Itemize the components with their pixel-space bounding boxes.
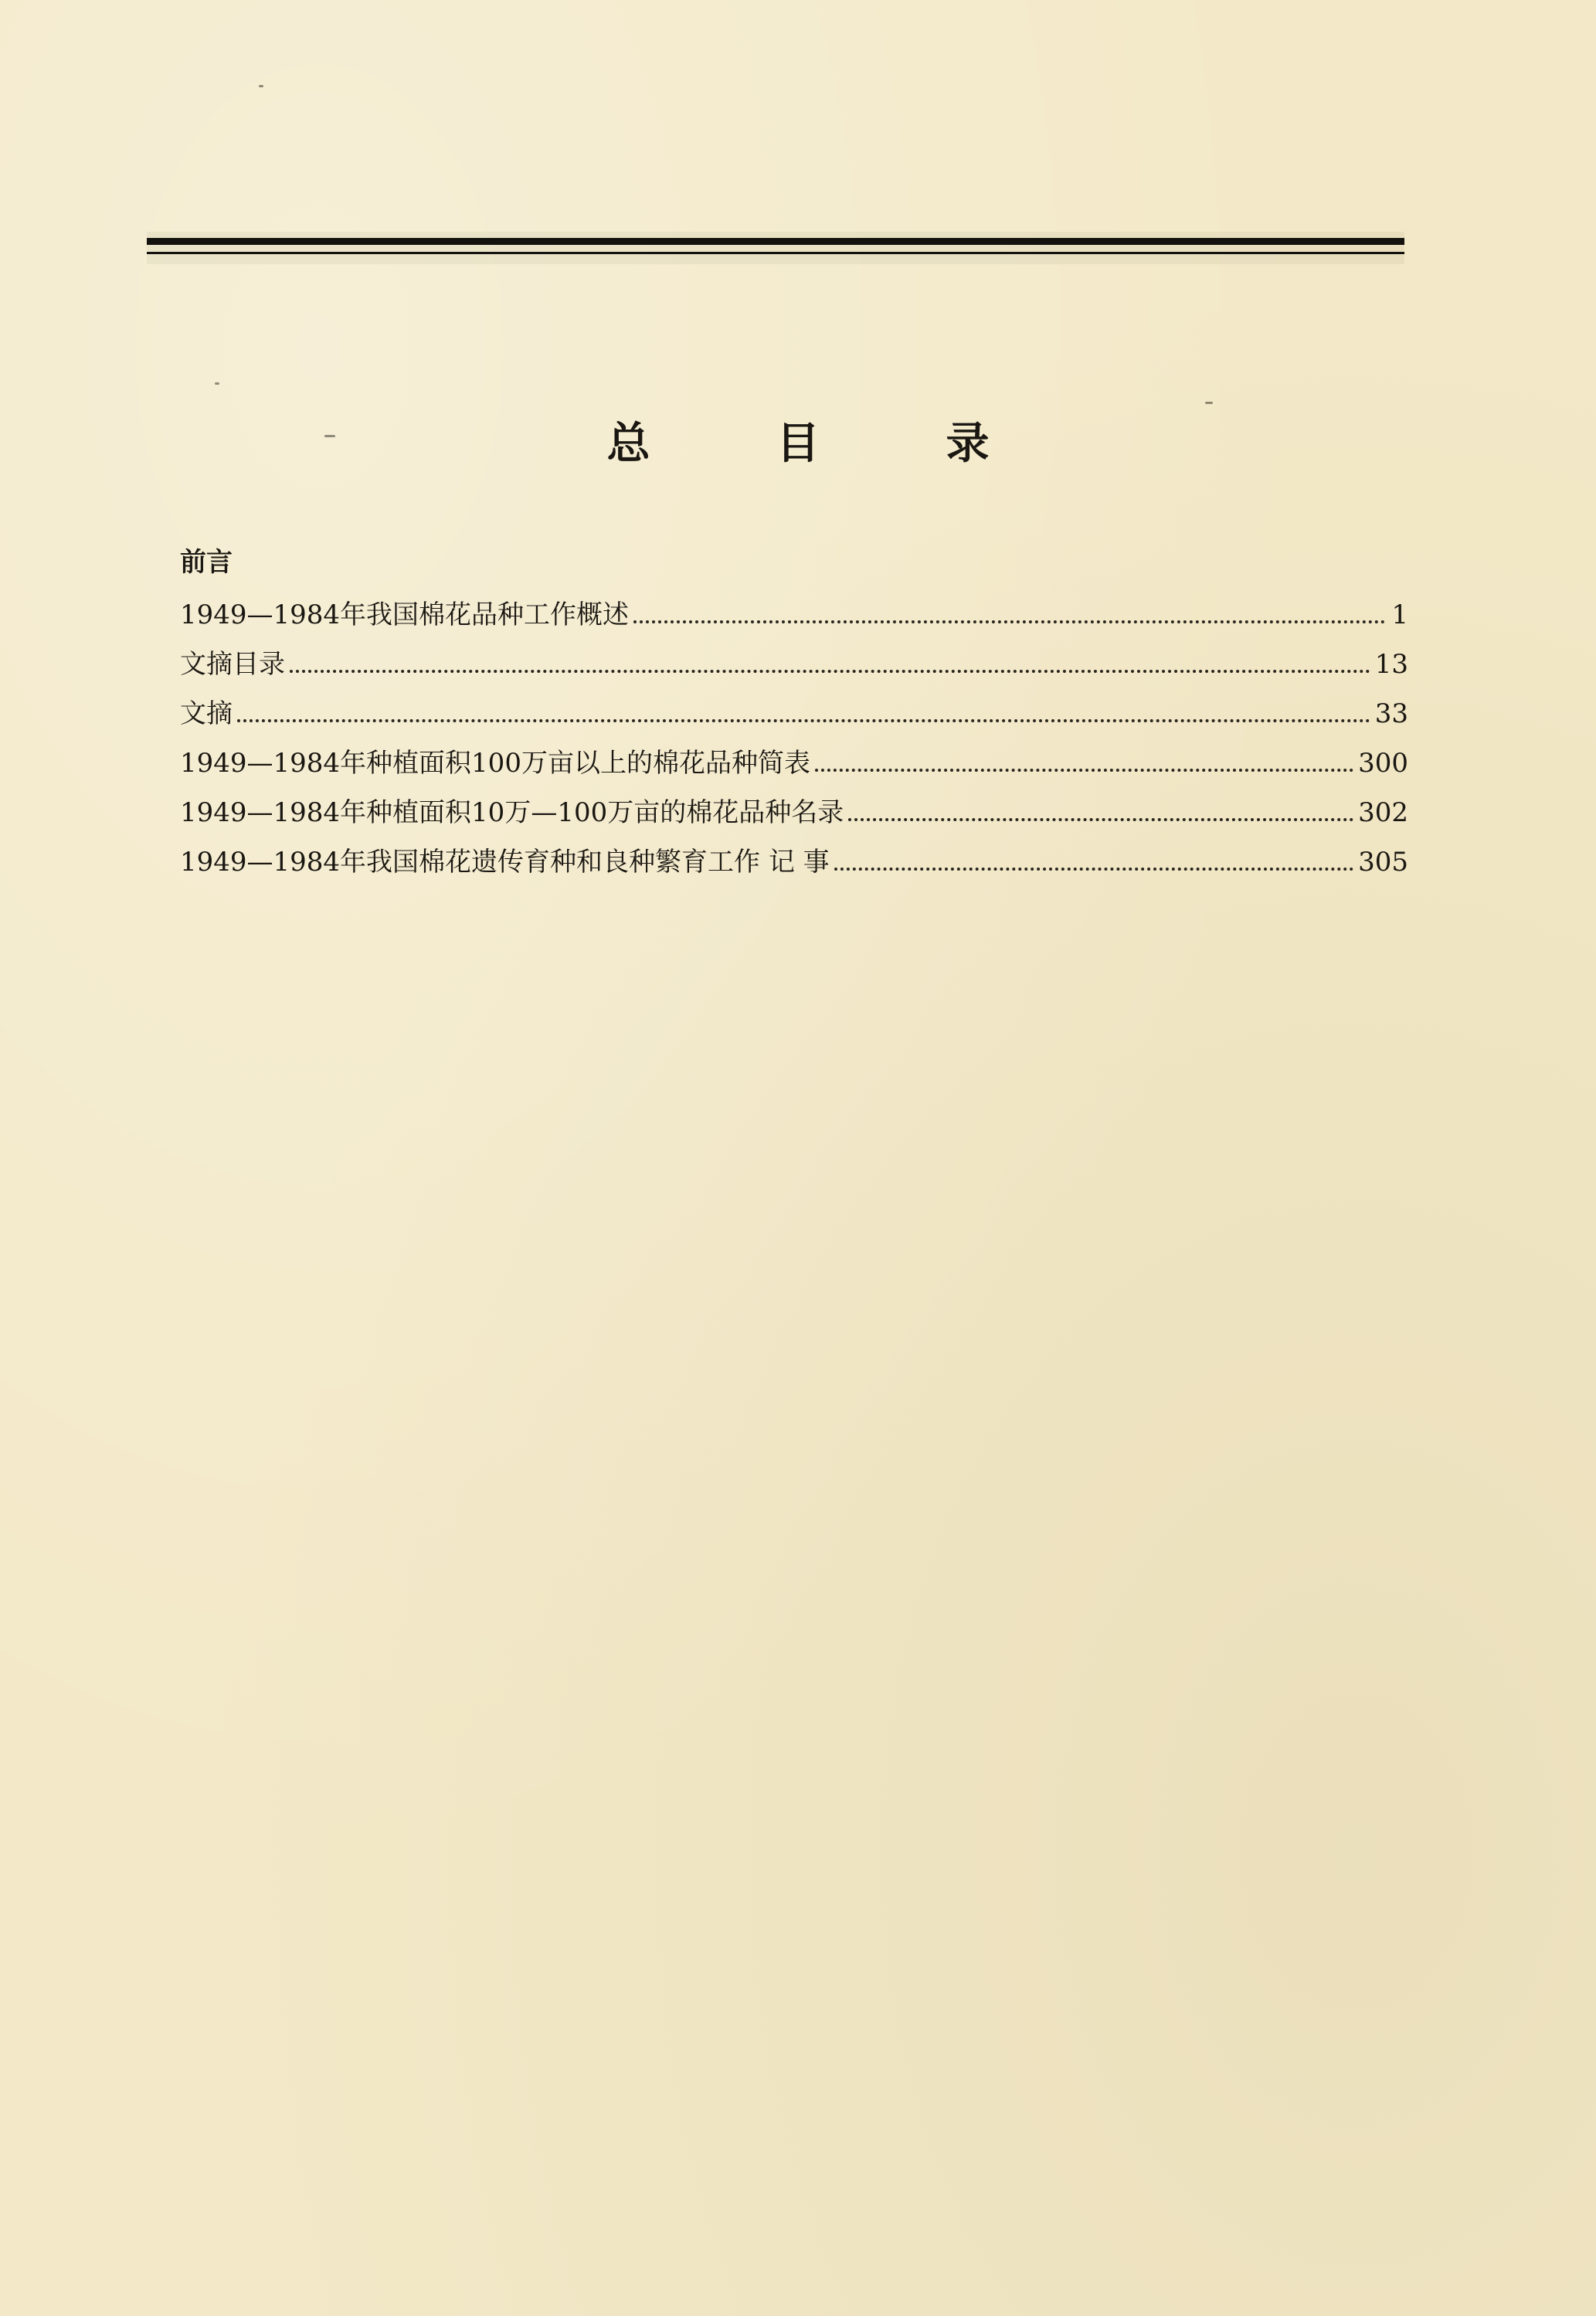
- rule-thick-line: [147, 238, 1404, 245]
- rule-shadow: [147, 232, 1404, 264]
- toc-entry-page: 13: [1374, 649, 1408, 680]
- paper-speck: [259, 85, 263, 87]
- toc-entry-label: 文摘目录: [180, 649, 285, 680]
- dot-leader: [290, 670, 1370, 673]
- paper-speck: [1205, 402, 1213, 404]
- toc-entry-preface[interactable]: [180, 541, 1408, 593]
- dot-leader: [237, 719, 1370, 722]
- toc-entry-abstracts[interactable]: [180, 692, 1408, 742]
- toc-entry-variety-table[interactable]: [180, 742, 1408, 791]
- toc-entry-label: 1949—1984年我国棉花遗传育种和良种繁育工作 记 事: [180, 847, 830, 878]
- paper-speck: [215, 382, 219, 385]
- toc-entry-variety-list[interactable]: [180, 791, 1408, 840]
- table-of-contents: [180, 541, 1408, 890]
- toc-entry-abstract-index[interactable]: [180, 643, 1408, 692]
- toc-entry-overview[interactable]: [180, 593, 1408, 643]
- dot-leader: [834, 868, 1353, 871]
- toc-entry-page: 1: [1391, 599, 1408, 630]
- toc-entry-chronicle[interactable]: [180, 840, 1408, 890]
- toc-entry-page: 33: [1374, 698, 1408, 729]
- dot-leader: [815, 769, 1353, 772]
- page-title: 总 目 录: [606, 419, 1045, 469]
- toc-entry-label: 文摘: [180, 698, 233, 729]
- toc-entry-label: 1949—1984年我国棉花品种工作概述: [180, 599, 630, 630]
- toc-entry-label: 前言: [180, 547, 233, 578]
- dot-leader: [848, 818, 1353, 821]
- toc-entry-page: 305: [1358, 847, 1408, 878]
- toc-entry-label: 1949—1984年种植面积10万—100万亩的棉花品种名录: [180, 797, 844, 828]
- rule-thin-line: [147, 252, 1404, 254]
- toc-entry-page: 300: [1358, 748, 1408, 779]
- toc-entry-page: 302: [1358, 797, 1408, 828]
- toc-entry-label: 1949—1984年种植面积100万亩以上的棉花品种简表: [180, 748, 810, 779]
- header-double-rule: [147, 232, 1404, 264]
- dot-leader: [633, 620, 1385, 623]
